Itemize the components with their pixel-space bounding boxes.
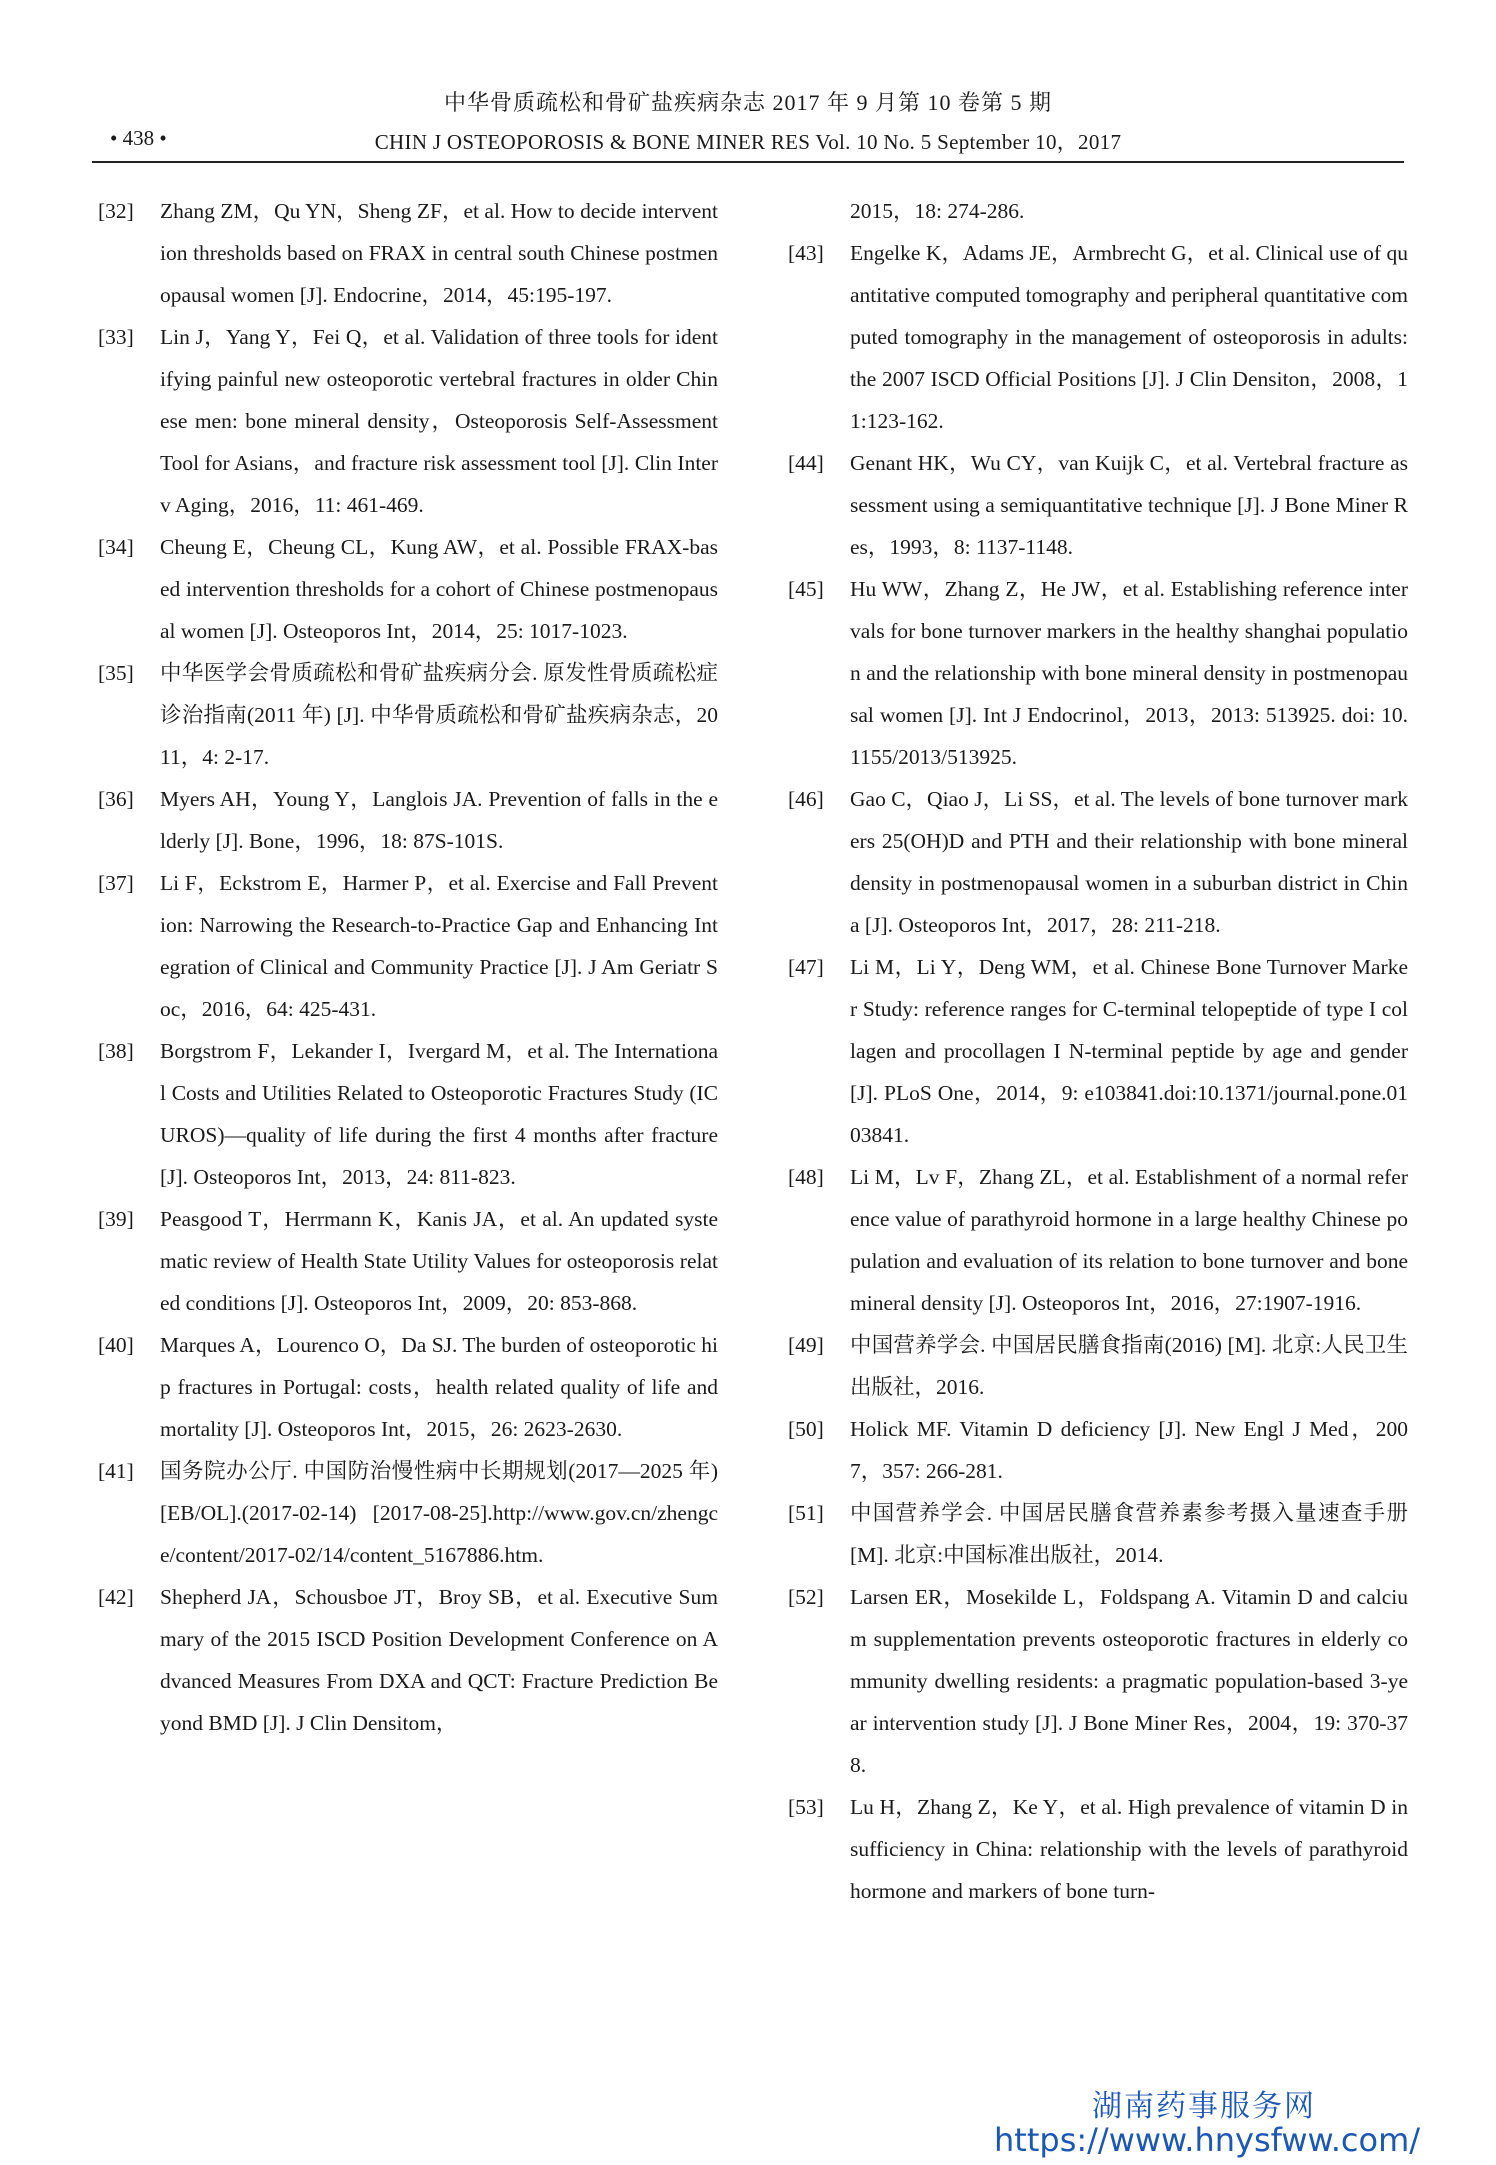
reference-number: [34]	[98, 535, 134, 559]
reference-number: [37]	[98, 871, 134, 895]
reference-item	[788, 1408, 1408, 1492]
reference-item	[98, 1576, 718, 1744]
reference-text: Lu H，Zhang Z，Ke Y，et al. High prevalence of vitamin D insufficiency in China: relationship with the levels of parathyroid hormone and markers of bone turn-	[850, 1795, 1408, 1903]
reference-number: [41]	[98, 1459, 134, 1483]
reference-text: Marques A，Lourenco O，Da SJ. The burden of osteoporotic hip fractures in Portugal: costs，health related quality of life and mortality [J]. Osteoporos Int，2015，26: 2623-2630.	[160, 1333, 718, 1441]
reference-text: Li M，Lv F，Zhang ZL，et al. Establishment of a normal reference value of parathyroid hormone in a large healthy Chinese population and evaluation of its relation to bone turnover and bone mineral density [J]. Osteoporos Int，2016，27:1907-1916.	[850, 1165, 1408, 1315]
reference-item	[788, 1324, 1408, 1408]
reference-number: [36]	[98, 787, 134, 811]
reference-item	[788, 442, 1408, 568]
journal-title-chinese: 中华骨质疏松和骨矿盐疾病杂志 2017 年 9 月第 10 卷第 5 期	[443, 90, 1052, 115]
reference-item	[98, 862, 718, 1030]
watermark	[994, 2089, 1421, 2159]
reference-item	[788, 1492, 1408, 1576]
reference-text: 国务院办公厅. 中国防治慢性病中长期规划(2017—2025 年) [EB/OL].(2017-02-14) [2017-08-25].http://www.gov.cn/zhengce/content/2017-02/14/content_5167886.htm.	[160, 1459, 718, 1567]
reference-item	[788, 190, 1408, 232]
reference-text: 中国营养学会. 中国居民膳食营养素参考摄入量速查手册 [M]. 北京:中国标准出版社，2014.	[850, 1501, 1408, 1567]
reference-text: Li M，Li Y，Deng WM，et al. Chinese Bone Turnover Marker Study: reference ranges for C-terminal telopeptide of type I collagen and procollagen I N-terminal peptide by age and gender [J]. PLoS One，2014，9: e103841.doi:10.1371/journal.pone.0103841.	[850, 955, 1408, 1147]
reference-item	[788, 1156, 1408, 1324]
reference-number: [45]	[788, 577, 824, 601]
reference-item	[98, 1198, 718, 1324]
reference-number: [40]	[98, 1333, 134, 1357]
reference-text: Borgstrom F，Lekander I，Ivergard M，et al. The International Costs and Utilities Related to Osteoporotic Fractures Study (ICUROS)—quality of life during the first 4 months after fracture [J]. Osteoporos Int，2013，24: 811-823.	[160, 1039, 718, 1189]
reference-item	[788, 778, 1408, 946]
references-right-column	[788, 190, 1408, 1912]
reference-number: [46]	[788, 787, 824, 811]
reference-item	[98, 1450, 718, 1576]
reference-item	[98, 190, 718, 316]
reference-number: [44]	[788, 451, 824, 475]
reference-text: Genant HK，Wu CY，van Kuijk C，et al. Vertebral fracture assessment using a semiquantitative technique [J]. J Bone Miner Res，1993，8: 1137-1148.	[850, 451, 1408, 559]
reference-text: Holick MF. Vitamin D deficiency [J]. New Engl J Med，2007，357: 266-281.	[850, 1417, 1408, 1483]
reference-text: Shepherd JA，Schousboe JT，Broy SB，et al. Executive Summary of the 2015 ISCD Position Development Conference on Advanced Measures From DXA and QCT: Fracture Prediction Beyond BMD [J]. J Clin Densitom，	[160, 1585, 718, 1735]
reference-number: [32]	[98, 199, 134, 223]
reference-text: Gao C，Qiao J，Li SS，et al. The levels of bone turnover markers 25(OH)D and PTH and their relationship with bone mineral density in postmenopausal women in a suburban district in China [J]. Osteoporos Int，2017，28: 211-218.	[850, 787, 1408, 937]
reference-number: [43]	[788, 241, 824, 265]
reference-item	[788, 568, 1408, 778]
reference-text: Larsen ER，Mosekilde L，Foldspang A. Vitamin D and calcium supplementation prevents osteoporotic fractures in elderly community dwelling residents: a pragmatic population-based 3-year intervention study [J]. J Bone Miner Res，2004，19: 370-378.	[850, 1585, 1408, 1777]
reference-text: 中国营养学会. 中国居民膳食指南(2016) [M]. 北京:人民卫生出版社，2016.	[850, 1333, 1408, 1399]
reference-number: [39]	[98, 1207, 134, 1231]
reference-item	[98, 652, 718, 778]
reference-text: 2015，18: 274-286.	[850, 199, 1025, 223]
reference-item	[98, 1030, 718, 1198]
watermark-site-name: 湖南药事服务网	[1092, 2089, 1316, 2124]
reference-item	[788, 232, 1408, 442]
reference-number: [35]	[98, 661, 134, 685]
reference-text: Peasgood T，Herrmann K，Kanis JA，et al. An updated systematic review of Health State Utility Values for osteoporosis related conditions [J]. Osteoporos Int，2009，20: 853-868.	[160, 1207, 718, 1315]
reference-number: [49]	[788, 1333, 824, 1357]
reference-number: [51]	[788, 1501, 824, 1525]
page-header	[92, 80, 1404, 168]
reference-number: [48]	[788, 1165, 824, 1189]
references-left-column	[98, 190, 718, 1744]
reference-text: 中华医学会骨质疏松和骨矿盐疾病分会. 原发性骨质疏松症诊治指南(2011 年) [J]. 中华骨质疏松和骨矿盐疾病杂志，2011，4: 2-17.	[160, 661, 718, 769]
reference-number: [53]	[788, 1795, 824, 1819]
reference-number: [47]	[788, 955, 824, 979]
watermark-url[interactable]: https://www.hnysfww.com/	[994, 2121, 1421, 2159]
reference-number: [50]	[788, 1417, 824, 1441]
reference-item	[788, 1576, 1408, 1786]
reference-number: [33]	[98, 325, 134, 349]
reference-item	[98, 1324, 718, 1450]
reference-item	[98, 316, 718, 526]
reference-number: [42]	[98, 1585, 134, 1609]
reference-text: Hu WW，Zhang Z，He JW，et al. Establishing reference intervals for bone turnover markers in the healthy shanghai population and the relationship with bone mineral density in postmenopausal women [J]. Int J Endocrinol，2013，2013: 513925. doi: 10.1155/2013/513925.	[850, 577, 1408, 769]
reference-text: Zhang ZM，Qu YN，Sheng ZF，et al. How to decide intervention thresholds based on FRAX in central south Chinese postmenopausal women [J]. Endocrine，2014，45:195-197.	[160, 199, 718, 307]
reference-number: [38]	[98, 1039, 134, 1063]
reference-text: Li F，Eckstrom E，Harmer P，et al. Exercise and Fall Prevention: Narrowing the Research-to-Practice Gap and Enhancing Integration of Clinical and Community Practice [J]. J Am Geriatr Soc，2016，64: 425-431.	[160, 871, 718, 1021]
reference-number: [52]	[788, 1585, 824, 1609]
reference-item	[98, 526, 718, 652]
reference-text: Myers AH，Young Y，Langlois JA. Prevention of falls in the elderly [J]. Bone，1996，18: 87S-101S.	[160, 787, 718, 853]
reference-text: Lin J，Yang Y，Fei Q，et al. Validation of three tools for identifying painful new osteoporotic vertebral fractures in older Chinese men: bone mineral density，Osteoporosis Self-Assessment Tool for Asians，and fracture risk assessment tool [J]. Clin Interv Aging，2016，11: 461-469.	[160, 325, 718, 517]
reference-text: Cheung E，Cheung CL，Kung AW，et al. Possible FRAX-based intervention thresholds for a cohort of Chinese postmenopausal women [J]. Osteoporos Int，2014，25: 1017-1023.	[160, 535, 718, 643]
reference-item	[788, 1786, 1408, 1912]
journal-title-english: CHIN J OSTEOPOROSIS & BONE MINER RES Vol. 10 No. 5 September 10，2017	[374, 130, 1122, 154]
reference-item	[98, 778, 718, 862]
reference-item	[788, 946, 1408, 1156]
reference-text: Engelke K，Adams JE，Armbrecht G，et al. Clinical use of quantitative computed tomography and peripheral quantitative computed tomography in the management of osteoporosis in adults: the 2007 ISCD Official Positions [J]. J Clin Densiton，2008，11:123-162.	[850, 241, 1408, 433]
header-rule	[92, 161, 1404, 163]
page-number: • 438 •	[110, 126, 167, 150]
